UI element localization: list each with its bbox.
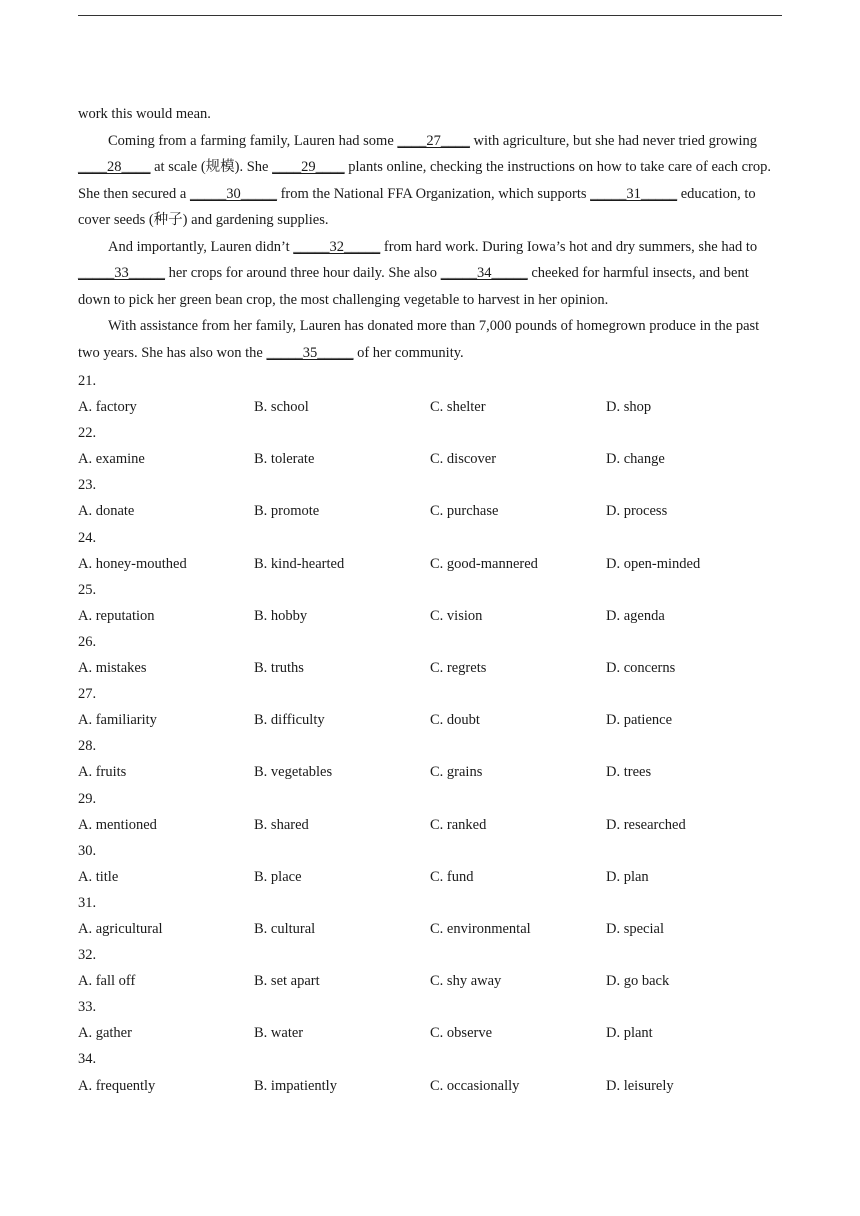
option-c: C. doubt <box>430 712 480 729</box>
question-options-row <box>78 655 782 681</box>
question-list <box>78 368 782 1099</box>
option-c: C. discover <box>430 451 497 468</box>
question-number: 28. <box>78 738 97 755</box>
passage-text: With assistance from her family, Lauren has donated more than 7,000 pounds of homegrown produce in the past two years. She has also won the <box>78 318 760 361</box>
option-a: A. examine <box>78 451 145 468</box>
question-options-row <box>78 551 782 577</box>
answer-blank: _____35_____ <box>266 344 354 361</box>
option-d: D. researched <box>606 816 686 833</box>
option-c: C. vision <box>430 607 483 624</box>
answer-blank: ____28____ <box>78 159 151 175</box>
option-c: C. ranked <box>430 816 487 833</box>
question-options-row <box>78 446 782 472</box>
option-d: D. go back <box>606 973 670 990</box>
passage-text: plants online, checking the instructions on how to take care of each crop. She then secured a <box>78 159 772 202</box>
question-options-row <box>78 498 782 524</box>
option-a: A. mentioned <box>78 816 157 833</box>
answer-blank: _____34_____ <box>440 265 528 281</box>
question-number: 22. <box>78 425 97 442</box>
option-c: C. purchase <box>430 503 499 520</box>
question-options-row <box>78 968 782 994</box>
option-c: C. shy away <box>430 973 502 990</box>
passage-paragraph <box>78 313 782 366</box>
question-number: 27. <box>78 686 97 703</box>
passage-text: of her community. <box>353 344 464 361</box>
option-d: D. special <box>606 920 664 937</box>
passage-text: cheeked for harmful insects, and bent down to pick her green bean crop, the most challenging vegetable to harvest in her opinion. <box>78 265 749 308</box>
option-d: D. trees <box>606 764 652 781</box>
question-number: 31. <box>78 894 97 911</box>
option-a: A. donate <box>78 503 135 520</box>
passage-text: from hard work. During Iowa’s hot and dry summers, she had to <box>380 238 758 255</box>
passage-text: from the National FFA Organization, which supports <box>276 185 591 202</box>
option-a: A. familiarity <box>78 712 157 729</box>
option-d: D. process <box>606 503 668 520</box>
option-d: D. leisurely <box>606 1077 674 1094</box>
question-number: 29. <box>78 790 97 807</box>
option-a: A. agricultural <box>78 920 163 937</box>
option-d: D. shop <box>606 399 652 416</box>
question-number: 30. <box>78 842 97 859</box>
passage-text: work this would mean. <box>78 106 211 122</box>
option-d: D. plant <box>606 1025 653 1042</box>
option-b: B. place <box>254 868 302 885</box>
question-number: 25. <box>78 581 97 598</box>
option-b: B. cultural <box>254 920 316 937</box>
option-d: D. agenda <box>606 607 665 624</box>
question-number: 33. <box>78 999 97 1016</box>
option-d: D. open-minded <box>606 555 701 572</box>
option-b: B. impatiently <box>254 1077 337 1094</box>
passage-text: with agriculture, but she had never tried growing <box>469 132 757 149</box>
question-options-row <box>78 759 782 785</box>
question-number: 34. <box>78 1051 97 1068</box>
question-options-row <box>78 603 782 629</box>
option-c: C. grains <box>430 764 483 781</box>
option-b: B. shared <box>254 816 309 833</box>
question-options-row <box>78 707 782 733</box>
option-d: D. concerns <box>606 660 676 677</box>
option-a: A. mistakes <box>78 660 147 677</box>
answer-blank: _____31_____ <box>590 185 678 202</box>
option-b: B. difficulty <box>254 712 325 729</box>
option-d: D. plan <box>606 868 649 885</box>
passage-paragraph <box>78 234 782 314</box>
answer-blank: _____30_____ <box>189 185 277 202</box>
option-c: C. observe <box>430 1025 493 1042</box>
option-a: A. fruits <box>78 764 127 781</box>
option-a: A. reputation <box>78 607 155 624</box>
option-a: A. gather <box>78 1025 132 1042</box>
option-b: B. promote <box>254 503 320 520</box>
option-d: D. change <box>606 451 665 468</box>
passage-text: at scale (规模). She <box>150 159 273 175</box>
question-options-row <box>78 1020 782 1046</box>
option-c: C. good-mannered <box>430 555 538 572</box>
option-b: B. set apart <box>254 973 320 990</box>
answer-blank: ____27____ <box>397 132 470 149</box>
answer-blank: ____29____ <box>272 159 345 175</box>
option-a: A. factory <box>78 399 137 416</box>
option-b: B. school <box>254 399 309 416</box>
question-options-row <box>78 864 782 890</box>
question-options-row <box>78 812 782 838</box>
option-c: C. environmental <box>430 920 531 937</box>
option-b: B. hobby <box>254 607 308 624</box>
question-options-row <box>78 1073 782 1099</box>
option-a: A. honey-mouthed <box>78 555 187 572</box>
option-b: B. water <box>254 1025 304 1042</box>
passage-text: education, to cover seeds (种子) and gardening supplies. <box>78 185 756 228</box>
option-c: C. shelter <box>430 399 486 416</box>
question-number: 24. <box>78 529 97 546</box>
option-b: B. vegetables <box>254 764 333 781</box>
question-options-row <box>78 394 782 420</box>
question-number: 23. <box>78 477 97 494</box>
option-c: C. regrets <box>430 660 487 677</box>
passage-text: her crops for around three hour daily. She also <box>165 265 441 281</box>
answer-blank: _____33_____ <box>78 265 165 281</box>
question-options-row <box>78 916 782 942</box>
header-rule <box>78 15 782 16</box>
question-number: 32. <box>78 947 97 964</box>
passage-paragraph <box>78 128 782 234</box>
option-a: A. title <box>78 868 119 885</box>
option-a: A. frequently <box>78 1077 156 1094</box>
option-b: B. tolerate <box>254 451 315 468</box>
option-d: D. patience <box>606 712 673 729</box>
passage-text: And importantly, Lauren didn’t <box>108 238 294 255</box>
option-b: B. kind-hearted <box>254 555 345 572</box>
option-c: C. occasionally <box>430 1077 520 1094</box>
option-b: B. truths <box>254 660 304 677</box>
passage-text: Coming from a farming family, Lauren had some <box>108 132 398 149</box>
passage-paragraph <box>78 101 782 128</box>
option-c: C. fund <box>430 868 474 885</box>
reading-passage <box>78 101 782 366</box>
question-number: 26. <box>78 633 97 650</box>
option-a: A. fall off <box>78 973 136 990</box>
answer-blank: _____32_____ <box>293 238 381 255</box>
question-number: 21. <box>78 373 97 389</box>
